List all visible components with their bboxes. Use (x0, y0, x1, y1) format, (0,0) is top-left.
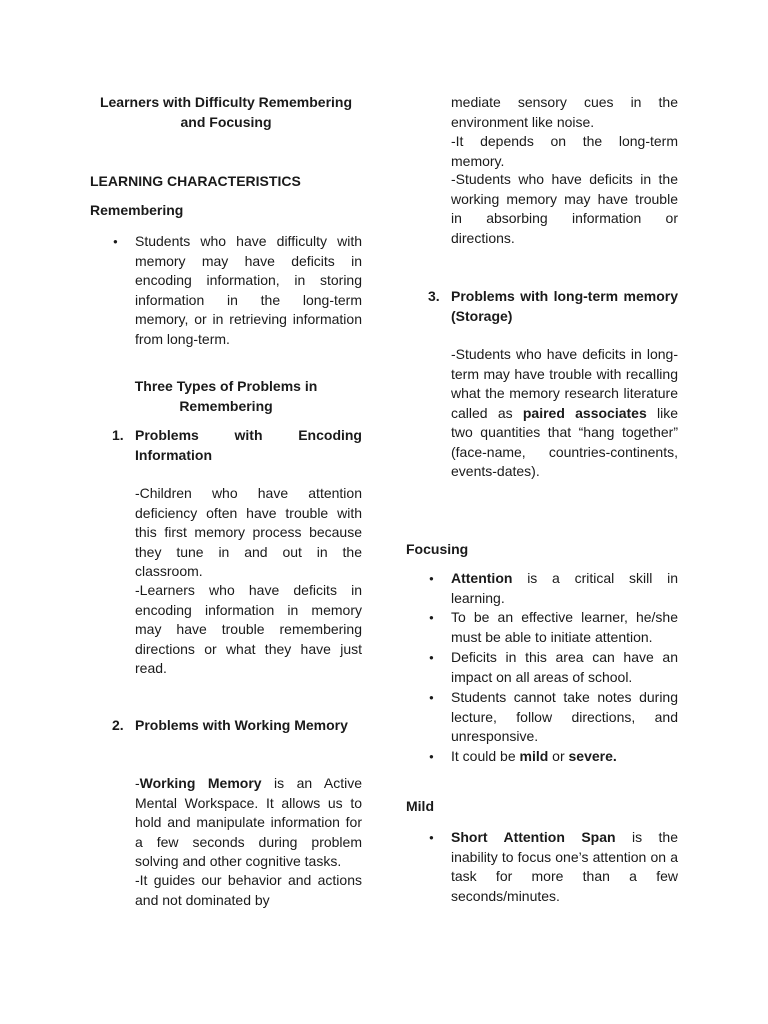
focus-bullet-5-mid: or (548, 748, 569, 764)
item-2-number: 2. (112, 717, 124, 733)
mild-list (429, 828, 678, 906)
mild-term: mild (519, 748, 549, 764)
item-2-paragraph-1-rest: is an Active Mental Workspace. It allows us to hold and manipulate information for a few seconds during problem solving and other cognitive tasks. (135, 775, 362, 869)
section-heading: LEARNING CHARACTERISTICS (90, 173, 301, 189)
remembering-list (113, 232, 362, 349)
focus-bullet-4 (429, 688, 678, 747)
item-3-paragraph (451, 345, 678, 482)
item-2-title: Problems with Working Memory (135, 717, 348, 733)
focus-bullet-3 (429, 648, 678, 688)
item-1-title: Problems with Encoding Information (135, 427, 362, 463)
document-title (90, 93, 362, 132)
focus-bullet-1-text (451, 569, 678, 608)
severe-term: severe. (568, 748, 617, 764)
item-1-paragraph-2: -Learners who have deficits in encoding information in memory may have trouble remembering directions or what they have just read. (135, 582, 362, 676)
focus-bullet-3-text: Deficits in this area can have an impact on all areas of school. (451, 649, 678, 685)
focus-bullet-2 (429, 608, 678, 648)
title-line-1: Learners with Difficulty Remembering (99, 94, 353, 110)
mild-bullet-rest: is the inability to focus one’s attention on a task for more than a few seconds/minutes. (451, 829, 678, 904)
focus-bullet-1 (429, 569, 678, 608)
focus-bullet-4-text: Students cannot take notes during lecture, follow directions, and unresponsive. (451, 689, 678, 744)
focus-bullet-1-rest: is a critical skill in learning. (451, 570, 678, 606)
mild-bullet-text (451, 828, 678, 906)
types-heading-line-1: Three Types of Problems in (134, 378, 318, 394)
focus-bullet-5-pre: It could be (451, 748, 520, 764)
item-1-number: 1. (112, 427, 124, 443)
continued-paragraph-2: -It depends on the long-term memory. (451, 133, 678, 169)
focus-bullet-2-text: To be an effective learner, he/she must be able to initiate attention. (451, 609, 678, 645)
title-line-2: and Focusing (180, 113, 272, 130)
mild-heading: Mild (406, 798, 434, 814)
item-3-paragraph-b: like two quantities that “hang together” (face-name, countries-continents, events-dates). (451, 404, 678, 479)
item-2-paragraph-2: -It guides our behavior and actions and not dominated by (135, 872, 362, 908)
item-2-dash: - (135, 775, 140, 791)
focusing-heading: Focusing (406, 541, 469, 557)
remembering-bullet-text: Students who have difficulty with memory may have deficits in encoding information, in storing information in the long-term memory, or in retrieving information from long-term. (135, 233, 362, 347)
item-3-title: Problems with long-term memory (Storage) (451, 288, 678, 324)
paired-associates-term: paired associates (522, 404, 647, 421)
focus-bullet-5-text (451, 747, 678, 767)
short-attention-span-term: Short Attention Span (451, 829, 616, 845)
continued-paragraph-1: mediate sensory cues in the environment like noise. (451, 94, 678, 130)
item-3-paragraph-a: -Students who have deficits in long-term may have trouble with recalling what the memory research literature called as (451, 346, 678, 421)
focusing-list (429, 569, 678, 767)
types-heading-line-2: Remembering (179, 397, 273, 414)
remembering-heading: Remembering (90, 202, 184, 218)
types-heading (120, 377, 332, 416)
focus-bullet-5 (429, 747, 678, 767)
working-memory-term: Working Memory (139, 775, 262, 791)
attention-term: Attention (451, 570, 513, 586)
item-3-number: 3. (428, 288, 440, 304)
item-2-paragraph-1 (135, 774, 362, 872)
item-1-paragraph-1: -Children who have attention deficiency often have trouble with this first memory process because they tune in and out in the classroom. (135, 485, 362, 579)
continued-paragraph-3: -Students who have deficits in the working memory may have trouble in absorbing information or directions. (451, 171, 678, 246)
